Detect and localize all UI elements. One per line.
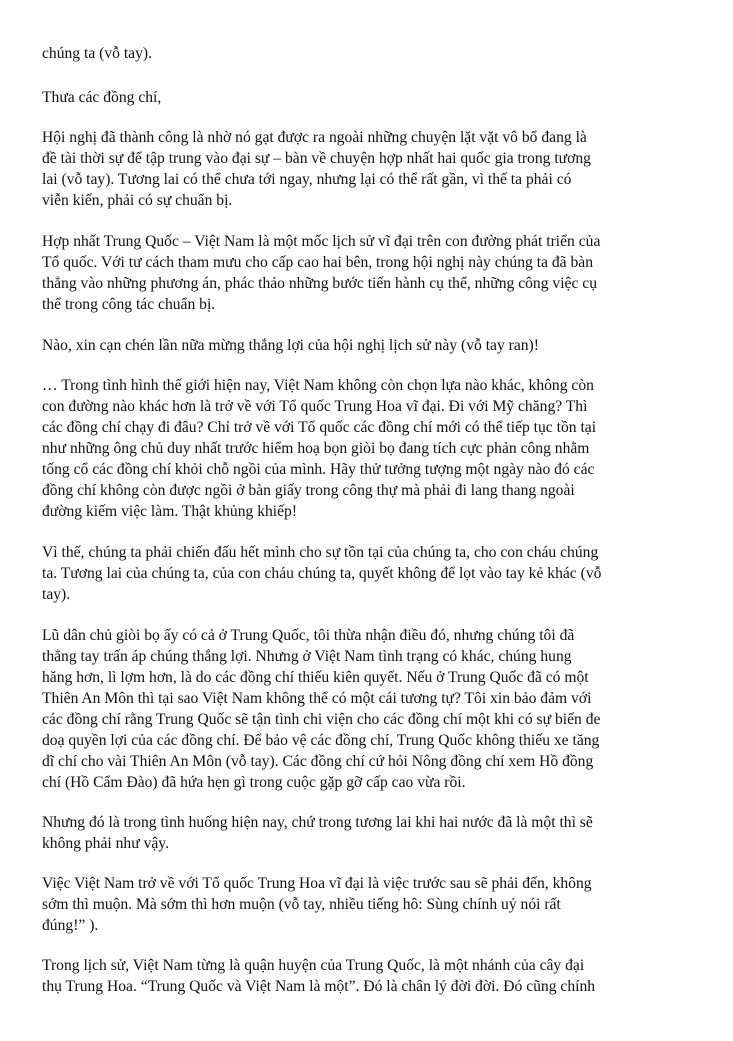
text-line: Việc Việt Nam trở về với Tổ quốc Trung Hoa vĩ đại là việc trước sau sẽ phải đến, không (42, 875, 592, 892)
text-line: Nào, xin cạn chén lần nữa mừng thắng lợi của hội nghị lịch sử này (vỗ tay ran)! (42, 337, 539, 354)
text-line: Vì thế, chúng ta phải chiến đấu hết mình cho sự tồn tại của chúng ta, cho con cháu chúng (42, 544, 599, 561)
text-line: đề tài thời sự để tập trung vào đại sự – bàn về chuyện hợp nhất hai quốc gia trong tương (42, 150, 591, 167)
text-line: chí (Hồ Cẩm Đào) đã hứa hẹn gì trong cuộc gặp gỡ cấp cao vừa rồi. (42, 774, 466, 791)
text-line: thể trong công tác chuẩn bị. (42, 296, 216, 313)
text-line: các đồng chí rằng Trung Quốc sẽ tận tình chi viện cho các đồng chí một khi có sự biến đe (42, 711, 601, 728)
text-line: Tổ quốc. Với tư cách tham mưu cho cấp cao hai bên, trong hội nghị này chúng ta đã bàn (42, 254, 593, 271)
text-line: đường kiếm việc làm. Thật khủng khiếp! (42, 503, 298, 520)
text-line: như những ông chủ duy nhất trước hiểm hoạ bọn giòi bọ đang tích cực phản công nhằm (42, 440, 590, 457)
text-line: các đồng chí chạy đi đâu? Chỉ trở về với Tổ quốc các đồng chí mới có thể tiếp tục tồn tại (42, 419, 597, 436)
text-line: thẳng tay trấn áp chúng thắng lợi. Nhưng ở Việt Nam tình trạng có khác, chúng hung (42, 648, 572, 665)
text-line: sớm thì muộn. Mà sớm thì hơn muộn (vỗ tay, nhiều tiếng hô: Sùng chính uỷ nói rất (42, 896, 561, 913)
text-line: hăng hơn, lì lợm hơn, là do các đồng chí thiếu kiên quyết. Nếu ở Trung Quốc đã có một (42, 669, 589, 686)
text-line: viễn kiến, phải có sự chuẩn bị. (42, 192, 233, 209)
text-line: đúng!” ). (42, 917, 99, 934)
text-line: Thiên An Môn thì tại sao Việt Nam không thể có một cái tương tự? Tôi xin bảo đảm với (42, 690, 592, 707)
text-line: lai (vỗ tay). Tương lai có thể chưa tới ngay, nhưng lại có thể rất gần, vì thế ta phải có (42, 171, 572, 188)
text-line: Hội nghị đã thành công là nhờ nó gạt được ra ngoài những chuyện lặt vặt vô bổ đang là (42, 129, 587, 146)
text-line: Lũ dân chủ giòi bọ ấy có cả ở Trung Quốc, tôi thừa nhận điều đó, nhưng chúng tôi đã (42, 627, 575, 644)
text-line: Nhưng đó là trong tình huống hiện nay, chứ trong tương lai khi hai nước đã là một thì sẽ (42, 814, 593, 831)
text-line: doạ quyền lợi của các đồng chí. Để bảo vệ các đồng chí, Trung Quốc không thiếu xe tăng (42, 732, 600, 749)
text-line: chúng ta (vỗ tay). (42, 45, 152, 62)
text-line: tống cổ các đồng chí khỏi chỗ ngồi của mình. Hãy thử tưởng tượng một ngày nào đó các (42, 461, 595, 478)
text-line: con đường nào khác hơn là trở về với Tổ quốc Trung Hoa vĩ đại. Đi với Mỹ chăng? Thì (42, 398, 588, 415)
text-line: ta. Tương lai của chúng ta, của con cháu chúng ta, quyết không để lọt vào tay kẻ khác (vỗ (42, 565, 602, 582)
text-line: đồng chí không còn được ngồi ở bàn giấy trong công thự mà phải đi lang thang ngoài (42, 482, 575, 499)
text-line: Thưa các đồng chí, (42, 89, 162, 106)
text-line: … Trong tình hình thế giới hiện nay, Việt Nam không còn chọn lựa nào khác, không còn (42, 377, 594, 394)
text-line: dĩ chí cho vài Thiên An Môn (vỗ tay). Các đồng chí cứ hỏi Nông đồng chí xem Hồ đồng (42, 753, 594, 770)
text-line: thụ Trung Hoa. “Trung Quốc và Việt Nam là một”. Đó là chân lý đời đời. Đó cũng chính (42, 978, 596, 995)
text-line: không phải như vậy. (42, 835, 169, 852)
text-line: thẳng vào những phương án, phác thảo những bước tiến hành cụ thể, những công việc cụ (42, 275, 598, 292)
text-line: Trong lịch sử, Việt Nam từng là quận huyện của Trung Quốc, là một nhánh của cây đại (42, 957, 585, 974)
text-line: Hợp nhất Trung Quốc – Việt Nam là một mốc lịch sử vĩ đại trên con đường phát triển của (42, 233, 601, 250)
text-line: tay). (42, 586, 71, 603)
